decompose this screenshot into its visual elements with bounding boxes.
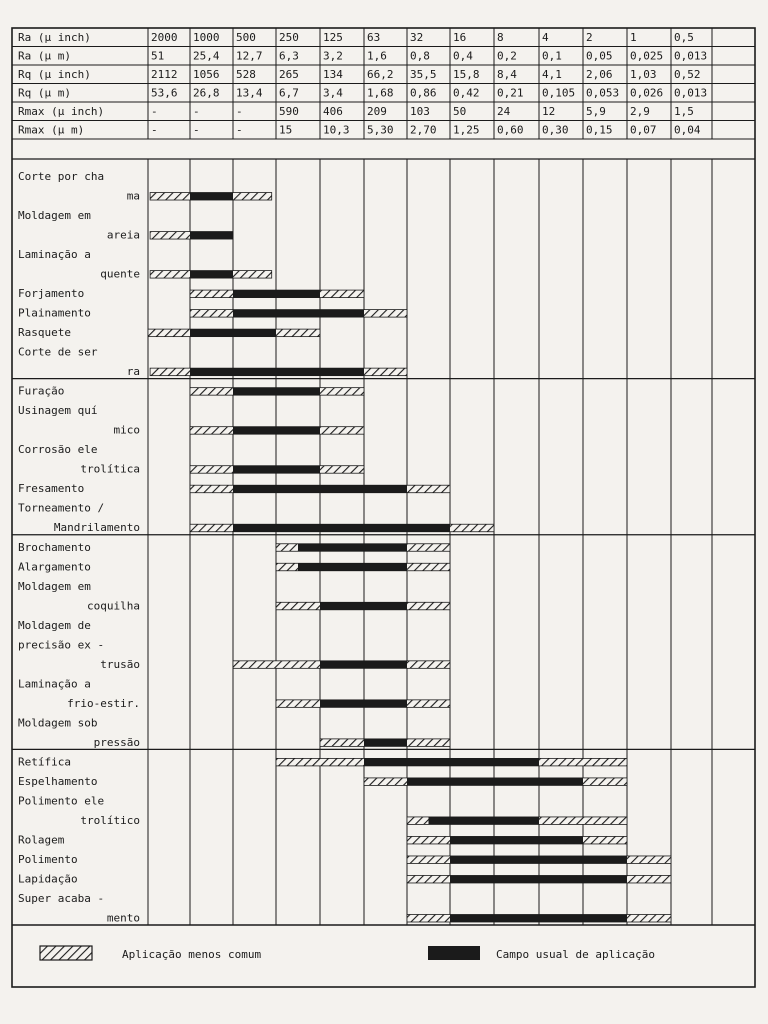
unit-row-value: 103	[410, 105, 430, 118]
process-label: coquilha	[87, 599, 140, 613]
unit-row-value: 1056	[193, 68, 220, 81]
bar-usual	[364, 758, 539, 766]
unit-row-value: 25,4	[193, 49, 220, 63]
unit-row-value: 63	[367, 31, 381, 44]
process-label: areia	[106, 228, 140, 242]
bar-usual	[190, 232, 233, 240]
bar-usual	[233, 485, 407, 493]
unit-row-value: 66,2	[367, 68, 394, 81]
unit-row-value: 125	[323, 31, 343, 44]
unit-row-value: 3,2	[323, 49, 343, 63]
unit-row-value: 6,7	[279, 86, 299, 100]
unit-row-value: 1,5	[674, 105, 694, 118]
unit-row-value: 0,4	[453, 49, 473, 63]
unit-row-value: 0,1	[542, 49, 562, 63]
unit-row-value: 0,013	[674, 86, 708, 100]
unit-row-value: 10,3	[323, 123, 350, 137]
unit-row-value: 32	[410, 31, 424, 44]
process-label: Furação	[18, 384, 65, 398]
unit-row-value: 0,105	[542, 86, 576, 100]
process-label: Mandrilamento	[53, 521, 140, 535]
unit-row-value: 1,68	[367, 86, 394, 100]
process-label: Alargamento	[18, 560, 91, 574]
process-label: Forjamento	[18, 287, 85, 301]
unit-row-value: 134	[323, 68, 343, 81]
process-label: Moldagem sob	[18, 716, 98, 730]
unit-row-value: 1000	[193, 31, 220, 44]
bar-usual	[429, 817, 540, 825]
bar-usual	[233, 388, 320, 396]
unit-row-value: 0,30	[542, 123, 569, 137]
process-label: Moldagem em	[18, 209, 91, 223]
bar-usual	[450, 836, 583, 844]
legend-usual-swatch	[428, 946, 480, 960]
process-label: Brochamento	[18, 540, 91, 554]
bar-usual	[450, 856, 627, 864]
unit-row-value: 2	[586, 31, 593, 44]
bar-usual	[233, 290, 320, 298]
unit-row-value: 2000	[151, 31, 178, 44]
unit-row-value: 8,4	[497, 68, 517, 81]
unit-row-value: 8	[497, 31, 504, 44]
bar-usual	[320, 602, 407, 610]
bar-usual	[190, 193, 233, 201]
unit-row-label: Rq (µ m)	[18, 86, 71, 100]
process-label: trusão	[100, 657, 140, 671]
bar-usual	[320, 661, 407, 669]
unit-row-value: 250	[279, 31, 299, 44]
unit-row-value: -	[236, 123, 243, 137]
unit-row-value: 2,70	[410, 123, 437, 137]
process-label: Retífica	[18, 755, 71, 769]
bar-usual	[190, 329, 276, 337]
unit-row-value: 0,026	[630, 86, 664, 100]
bar-usual	[190, 271, 233, 279]
bar-usual	[233, 310, 364, 318]
unit-row-value: 406	[323, 105, 343, 118]
process-label: Laminação a	[18, 248, 91, 262]
unit-row-value: 50	[453, 105, 467, 118]
process-label: trolítico	[80, 813, 140, 827]
unit-row-value: 590	[279, 105, 299, 118]
unit-row-value: 1,25	[453, 123, 480, 137]
process-label: Espelhamento	[18, 774, 98, 788]
process-label: Fresamento	[18, 482, 85, 496]
unit-row-value: 2112	[151, 68, 178, 81]
unit-row-value: 0,21	[497, 86, 524, 100]
unit-row-value: 2,9	[630, 105, 650, 118]
unit-row-value: 0,013	[674, 49, 708, 63]
unit-row-value: -	[193, 105, 200, 118]
unit-row-value: 1	[630, 31, 637, 44]
process-label: Usinagem quí	[18, 404, 98, 418]
unit-row-label: Rmax (µ m)	[18, 123, 85, 137]
unit-row-value: 4	[542, 31, 549, 44]
legend-less-common-label: Aplicação menos comum	[122, 948, 262, 961]
legend-usual-label: Campo usual de aplicação	[496, 948, 655, 961]
process-label: Rasquete	[18, 326, 71, 340]
unit-row-value: 53,6	[151, 86, 178, 100]
bar-usual	[233, 466, 320, 474]
bar-usual	[364, 739, 407, 747]
process-label: Polimento ele	[18, 794, 105, 808]
unit-row-value: 13,4	[236, 86, 263, 100]
process-label: Moldagem de	[18, 618, 91, 632]
unit-row-label: Ra (µ inch)	[18, 31, 91, 44]
legend-less-common-swatch	[40, 946, 92, 960]
unit-row-value: -	[236, 105, 243, 118]
process-label: Lapidação	[18, 872, 78, 886]
process-label: Plainamento	[18, 306, 91, 320]
unit-row-value: 0,05	[586, 49, 613, 63]
unit-row-value: 0,42	[453, 86, 480, 100]
unit-row-value: 209	[367, 105, 387, 118]
process-label: Super acaba -	[18, 891, 105, 905]
bar-usual	[450, 915, 627, 923]
unit-row-label: Ra (µ m)	[18, 49, 71, 63]
unit-row-value: 35,5	[410, 68, 437, 81]
process-label: mico	[113, 423, 140, 437]
bar-usual	[298, 544, 407, 552]
unit-row-value: 51	[151, 49, 165, 63]
process-label: trolítica	[80, 462, 140, 476]
unit-row-value: 15,8	[453, 68, 480, 81]
unit-row-value: 500	[236, 31, 256, 44]
bar-usual	[233, 427, 320, 435]
unit-row-value: 0,025	[630, 49, 664, 63]
unit-row-value: 0,07	[630, 123, 657, 137]
unit-row-value: 0,60	[497, 123, 524, 137]
unit-row-value: 265	[279, 68, 299, 81]
unit-row-value: 15	[279, 123, 293, 137]
unit-row-value: 5,9	[586, 105, 606, 118]
process-label: Polimento	[18, 852, 78, 866]
bar-usual	[320, 700, 407, 708]
process-label: pressão	[93, 735, 140, 749]
bar-usual	[298, 563, 407, 571]
process-label: Rolagem	[18, 833, 65, 847]
process-label: precisão ex -	[18, 638, 105, 652]
process-label: Moldagem em	[18, 579, 91, 593]
process-label: Laminação a	[18, 677, 91, 691]
unit-row-value: 5,30	[367, 123, 394, 137]
process-label: Torneamento /	[18, 501, 105, 515]
process-label: Corte de ser	[18, 345, 98, 359]
unit-row-label: Rq (µ inch)	[18, 68, 91, 81]
unit-row-value: 6,3	[279, 49, 299, 63]
bar-usual	[450, 875, 627, 883]
unit-row-value: 0,053	[586, 86, 620, 100]
unit-row-value: -	[151, 123, 158, 137]
unit-row-value: 12	[542, 105, 556, 118]
unit-row-value: 0,86	[410, 86, 437, 100]
process-label: quente	[100, 267, 140, 281]
unit-row-value: 12,7	[236, 49, 263, 63]
process-label: ma	[126, 189, 140, 203]
unit-row-value: -	[151, 105, 158, 118]
unit-row-value: 0,2	[497, 49, 517, 63]
unit-row-value: 26,8	[193, 86, 220, 100]
process-label: ra	[126, 365, 140, 379]
unit-row-value: 3,4	[323, 86, 343, 100]
unit-row-value: 1,03	[630, 68, 657, 81]
unit-row-value: 0,8	[410, 49, 430, 63]
process-label: Corte por cha	[18, 170, 105, 184]
unit-row-value: 0,52	[674, 68, 701, 81]
process-label: mento	[106, 911, 140, 925]
bar-usual	[233, 524, 450, 532]
unit-row-value: 1,6	[367, 49, 387, 63]
unit-row-value: 2,06	[586, 68, 613, 81]
unit-row-value: 4,1	[542, 68, 562, 81]
unit-row-value: 24	[497, 105, 511, 118]
bar-usual	[407, 778, 583, 786]
unit-row-value: 528	[236, 68, 256, 81]
process-label: frio-estir.	[67, 696, 140, 710]
bar-usual	[190, 368, 364, 376]
unit-row-value: 0,5	[674, 31, 694, 44]
unit-row-value: -	[193, 123, 200, 137]
unit-row-value: 16	[453, 31, 467, 44]
process-label: Corrosão ele	[18, 443, 98, 457]
unit-row-value: 0,04	[674, 123, 701, 137]
unit-row-label: Rmax (µ inch)	[18, 105, 105, 118]
unit-row-value: 0,15	[586, 123, 613, 137]
